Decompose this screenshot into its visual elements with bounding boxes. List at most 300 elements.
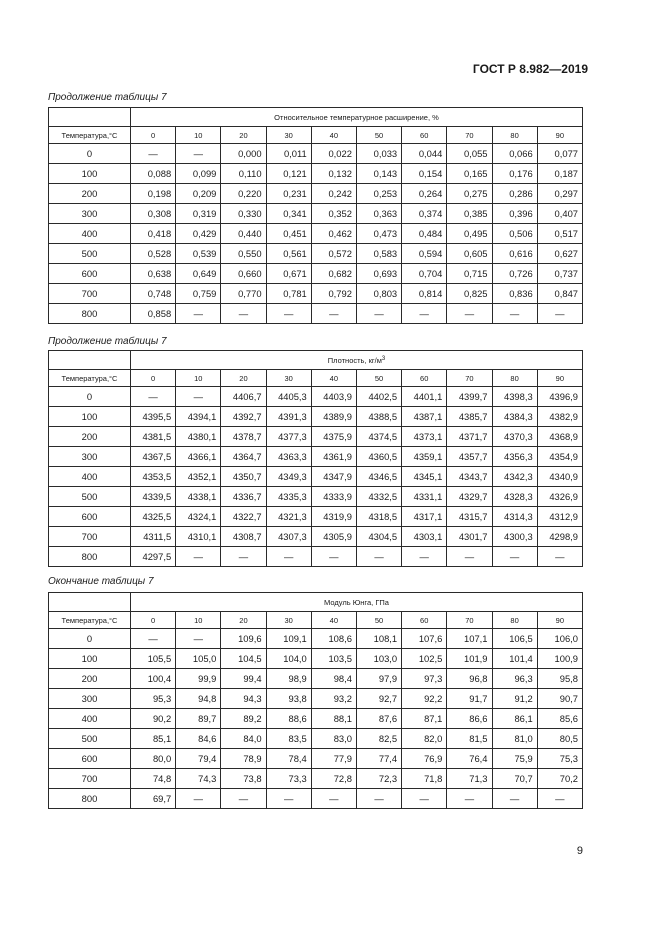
table-cell: 4311,5 [131, 527, 176, 547]
table-cell: 4308,7 [221, 527, 266, 547]
table-cell: 93,2 [311, 689, 356, 709]
column-header: 40 [311, 127, 356, 144]
table-cell: 0,066 [492, 144, 537, 164]
table-cell: 0,297 [537, 184, 582, 204]
table-cell: 86,1 [492, 709, 537, 729]
table-cell: 96,8 [447, 669, 492, 689]
table-cell: 4347,9 [311, 467, 356, 487]
data-table [48, 107, 583, 324]
table-cell: 99,9 [176, 669, 221, 689]
table-cell: 0,011 [266, 144, 311, 164]
table-cell: 0,616 [492, 244, 537, 264]
row-temperature: 0 [49, 144, 131, 164]
table-cell: 0,506 [492, 224, 537, 244]
row-temperature: 100 [49, 407, 131, 427]
table-cell: 0,759 [176, 284, 221, 304]
table-cell: 104,5 [221, 649, 266, 669]
table-row [49, 204, 583, 224]
table-cell: 4384,3 [492, 407, 537, 427]
table-row [49, 144, 583, 164]
table-cell: 98,9 [266, 669, 311, 689]
table-cell: — [492, 789, 537, 809]
table-cell: 0,077 [537, 144, 582, 164]
table-cell: 0,693 [356, 264, 401, 284]
table-row [49, 467, 583, 487]
table-cell: 108,1 [356, 629, 401, 649]
row-temperature: 400 [49, 224, 131, 244]
table-cell: 0,528 [131, 244, 176, 264]
table-cell: 0,253 [356, 184, 401, 204]
table-cell: 0,550 [221, 244, 266, 264]
table-cell: 71,8 [402, 769, 447, 789]
table-cell: — [447, 547, 492, 567]
table-cell: 4388,5 [356, 407, 401, 427]
row-temperature: 700 [49, 527, 131, 547]
table-cell: — [266, 304, 311, 324]
table-cell: 0,682 [311, 264, 356, 284]
table-cell: 4353,5 [131, 467, 176, 487]
row-temperature: 100 [49, 649, 131, 669]
row-temperature: 400 [49, 709, 131, 729]
table-row [49, 407, 583, 427]
table-cell: — [176, 789, 221, 809]
table-cell: 0,385 [447, 204, 492, 224]
table-cell: 4338,1 [176, 487, 221, 507]
column-header: 90 [537, 612, 582, 629]
table-cell: 0,638 [131, 264, 176, 284]
column-header: 80 [492, 612, 537, 629]
table-cell: 92,7 [356, 689, 401, 709]
table-cell: 0,286 [492, 184, 537, 204]
table-cell: 85,6 [537, 709, 582, 729]
table-cell: 88,1 [311, 709, 356, 729]
table-cell: 0,803 [356, 284, 401, 304]
table-cell: 4324,1 [176, 507, 221, 527]
table-cell: 101,4 [492, 649, 537, 669]
table-row [49, 507, 583, 527]
table-cell: — [311, 789, 356, 809]
data-table [48, 350, 583, 567]
table-cell: 4406,7 [221, 387, 266, 407]
table-cell: 79,4 [176, 749, 221, 769]
table-cell: 4395,5 [131, 407, 176, 427]
table-cell: 88,6 [266, 709, 311, 729]
table-cell: 94,3 [221, 689, 266, 709]
table-cell: 0,319 [176, 204, 221, 224]
table-cell: 97,3 [402, 669, 447, 689]
table-cell: 0,000 [221, 144, 266, 164]
table-cell: 4317,1 [402, 507, 447, 527]
table-cell: — [221, 789, 266, 809]
table-cell: 0,561 [266, 244, 311, 264]
table-cell: 0,165 [447, 164, 492, 184]
table-cell: 4399,7 [447, 387, 492, 407]
row-temperature: 100 [49, 164, 131, 184]
table-cell: 4371,7 [447, 427, 492, 447]
row-temperature: 500 [49, 487, 131, 507]
table-cell: 109,1 [266, 629, 311, 649]
table-cell: 0,044 [402, 144, 447, 164]
table-cell: 0,858 [131, 304, 176, 324]
table-cell: 4319,9 [311, 507, 356, 527]
table-cell: 4367,5 [131, 447, 176, 467]
column-header: 10 [176, 612, 221, 629]
table-cell: 90,7 [537, 689, 582, 709]
table-caption: Продолжение таблицы 7 [48, 336, 167, 347]
table-cell: 4357,7 [447, 447, 492, 467]
table-row [49, 649, 583, 669]
header-row [49, 612, 583, 629]
table-cell: — [176, 629, 221, 649]
table-cell: 92,2 [402, 689, 447, 709]
table-cell: 84,6 [176, 729, 221, 749]
table-cell: 4391,3 [266, 407, 311, 427]
table-cell: 109,6 [221, 629, 266, 649]
table-cell: 4331,1 [402, 487, 447, 507]
table-cell: 4398,3 [492, 387, 537, 407]
table-row [49, 547, 583, 567]
table-cell: 4375,9 [311, 427, 356, 447]
table-row [49, 427, 583, 447]
table-cell: 4396,9 [537, 387, 582, 407]
table-cell: 72,8 [311, 769, 356, 789]
table-row [49, 527, 583, 547]
table-cell: 69,7 [131, 789, 176, 809]
table-cell: — [221, 304, 266, 324]
row-temperature: 0 [49, 629, 131, 649]
table-cell: 4370,3 [492, 427, 537, 447]
data-table [48, 592, 583, 809]
table-cell: 90,2 [131, 709, 176, 729]
table-cell: 4405,3 [266, 387, 311, 407]
header-row [49, 127, 583, 144]
table-cell: 4385,7 [447, 407, 492, 427]
table-cell: 0,231 [266, 184, 311, 204]
table-cell: — [447, 304, 492, 324]
column-header: 0 [131, 370, 176, 387]
table-cell: — [447, 789, 492, 809]
table-row [49, 669, 583, 689]
table-cell: 89,7 [176, 709, 221, 729]
table-cell: 4326,9 [537, 487, 582, 507]
table-cell: 4346,5 [356, 467, 401, 487]
table-cell: 0,484 [402, 224, 447, 244]
temperature-header: Температура,°С [49, 612, 131, 629]
table-cell: 0,781 [266, 284, 311, 304]
table-cell: 91,2 [492, 689, 537, 709]
table-caption: Продолжение таблицы 7 [48, 92, 167, 103]
table-cell: 4300,3 [492, 527, 537, 547]
table-row [49, 224, 583, 244]
row-temperature: 700 [49, 769, 131, 789]
table-row [49, 769, 583, 789]
row-temperature: 300 [49, 689, 131, 709]
table-cell: 96,3 [492, 669, 537, 689]
unit-superscript: 3 [381, 355, 386, 362]
table-row [49, 184, 583, 204]
column-header: 80 [492, 127, 537, 144]
table-cell: 4382,9 [537, 407, 582, 427]
table-cell: 76,9 [402, 749, 447, 769]
table-cell: 108,6 [311, 629, 356, 649]
table-cell: 4378,7 [221, 427, 266, 447]
table-cell: — [176, 547, 221, 567]
table-cell: 4335,3 [266, 487, 311, 507]
table-cell: — [266, 789, 311, 809]
table-cell: 0,198 [131, 184, 176, 204]
column-header: 40 [311, 370, 356, 387]
table-cell: — [131, 629, 176, 649]
table-cell: 0,704 [402, 264, 447, 284]
table-cell: 4301,7 [447, 527, 492, 547]
table-cell: 100,9 [537, 649, 582, 669]
table-row [49, 629, 583, 649]
table-cell: 4354,9 [537, 447, 582, 467]
table-cell: 0,308 [131, 204, 176, 224]
column-header: 60 [402, 127, 447, 144]
table-cell: 4387,1 [402, 407, 447, 427]
table-cell: 99,4 [221, 669, 266, 689]
table-cell: 0,242 [311, 184, 356, 204]
table-cell: 4312,9 [537, 507, 582, 527]
table-title: Модуль Юнга, ГПа [131, 593, 583, 612]
table-cell: 89,2 [221, 709, 266, 729]
table-cell: 4366,1 [176, 447, 221, 467]
column-header: 10 [176, 127, 221, 144]
table-cell: 76,4 [447, 749, 492, 769]
table-cell: 0,495 [447, 224, 492, 244]
table-cell: 0,407 [537, 204, 582, 224]
table-cell: 4315,7 [447, 507, 492, 527]
table-cell: — [537, 789, 582, 809]
table-cell: 0,220 [221, 184, 266, 204]
table-cell: 102,5 [402, 649, 447, 669]
table-cell: 0,341 [266, 204, 311, 224]
table-cell: 4332,5 [356, 487, 401, 507]
table-cell: 0,275 [447, 184, 492, 204]
table-cell: 4303,1 [402, 527, 447, 547]
table-cell: 73,8 [221, 769, 266, 789]
table-cell: 0,352 [311, 204, 356, 224]
table-row [49, 487, 583, 507]
row-temperature: 300 [49, 204, 131, 224]
table-cell: 74,3 [176, 769, 221, 789]
table-cell: 4318,5 [356, 507, 401, 527]
row-temperature: 800 [49, 789, 131, 809]
table-cell: 4298,9 [537, 527, 582, 547]
row-temperature: 200 [49, 184, 131, 204]
table-cell: 4333,9 [311, 487, 356, 507]
table-cell: 106,5 [492, 629, 537, 649]
table-cell: 106,0 [537, 629, 582, 649]
table-cell: 0,671 [266, 264, 311, 284]
table-row [49, 284, 583, 304]
table-title: Относительное температурное расширение, % [131, 108, 583, 127]
table-cell: 4392,7 [221, 407, 266, 427]
table-cell: 4364,7 [221, 447, 266, 467]
table-cell: 0,033 [356, 144, 401, 164]
table-cell: — [176, 304, 221, 324]
table-cell: 0,110 [221, 164, 266, 184]
table-cell: — [537, 547, 582, 567]
table-cell: 0,572 [311, 244, 356, 264]
table-cell: 0,594 [402, 244, 447, 264]
table-cell: — [266, 547, 311, 567]
row-temperature: 0 [49, 387, 131, 407]
row-temperature: 800 [49, 547, 131, 567]
table-cell: — [131, 387, 176, 407]
table-caption: Окончание таблицы 7 [48, 576, 154, 587]
row-temperature: 700 [49, 284, 131, 304]
column-header: 0 [131, 127, 176, 144]
table-cell: 4297,5 [131, 547, 176, 567]
table-cell: 0,363 [356, 204, 401, 224]
table-cell: 4342,3 [492, 467, 537, 487]
table-cell: 4325,5 [131, 507, 176, 527]
table-cell: 74,8 [131, 769, 176, 789]
table-cell: 4368,9 [537, 427, 582, 447]
column-header: 40 [311, 612, 356, 629]
table-cell: 4340,9 [537, 467, 582, 487]
table-cell: 4377,3 [266, 427, 311, 447]
table-cell: 4363,3 [266, 447, 311, 467]
column-header: 50 [356, 370, 401, 387]
row-temperature: 600 [49, 507, 131, 527]
table-cell: 0,187 [537, 164, 582, 184]
table-cell: — [402, 789, 447, 809]
column-header: 30 [266, 612, 311, 629]
table-cell: 0,726 [492, 264, 537, 284]
table-cell: 4339,5 [131, 487, 176, 507]
table-cell: 0,836 [492, 284, 537, 304]
row-temperature: 600 [49, 749, 131, 769]
table-cell: 4360,5 [356, 447, 401, 467]
page-number: 9 [576, 845, 583, 857]
table-cell: — [356, 789, 401, 809]
table-cell: 75,3 [537, 749, 582, 769]
table-cell: 70,7 [492, 769, 537, 789]
row-temperature: 500 [49, 244, 131, 264]
table-cell: 72,3 [356, 769, 401, 789]
table-cell: 4352,1 [176, 467, 221, 487]
row-temperature: 600 [49, 264, 131, 284]
table-cell: 85,1 [131, 729, 176, 749]
table-cell: 0,451 [266, 224, 311, 244]
table-cell: 4401,1 [402, 387, 447, 407]
table-cell: 4403,9 [311, 387, 356, 407]
table-cell: 97,9 [356, 669, 401, 689]
table-cell: 0,583 [356, 244, 401, 264]
table-cell: 4328,3 [492, 487, 537, 507]
table-cell: 82,0 [402, 729, 447, 749]
table-title-text: Плотность, кг/м [327, 355, 382, 365]
table-cell: 0,715 [447, 264, 492, 284]
table-cell: — [402, 304, 447, 324]
table-cell: 103,0 [356, 649, 401, 669]
column-header: 30 [266, 370, 311, 387]
column-header: 90 [537, 127, 582, 144]
table-cell: 4310,1 [176, 527, 221, 547]
column-header: 20 [221, 127, 266, 144]
table-cell: 0,176 [492, 164, 537, 184]
table-cell: — [537, 304, 582, 324]
table-cell: 107,6 [402, 629, 447, 649]
table-row [49, 749, 583, 769]
table-cell: 4374,5 [356, 427, 401, 447]
column-header: 70 [447, 612, 492, 629]
table-cell: 0,462 [311, 224, 356, 244]
table-cell: 107,1 [447, 629, 492, 649]
table-cell: 0,154 [402, 164, 447, 184]
column-header: 50 [356, 127, 401, 144]
table-cell: 0,209 [176, 184, 221, 204]
table-cell: 4356,3 [492, 447, 537, 467]
table-row [49, 447, 583, 467]
table-cell: 4329,7 [447, 487, 492, 507]
table-cell: 0,418 [131, 224, 176, 244]
table-cell: 77,4 [356, 749, 401, 769]
row-temperature: 800 [49, 304, 131, 324]
temperature-header: Температура,°С [49, 127, 131, 144]
table-cell: 0,627 [537, 244, 582, 264]
column-header: 30 [266, 127, 311, 144]
table-cell: 75,9 [492, 749, 537, 769]
column-header: 60 [402, 370, 447, 387]
table-cell: 4304,5 [356, 527, 401, 547]
table-cell: 0,121 [266, 164, 311, 184]
table-cell: — [492, 304, 537, 324]
table-row [49, 164, 583, 184]
table-cell: 4350,7 [221, 467, 266, 487]
table-row [49, 789, 583, 809]
table-cell: 87,1 [402, 709, 447, 729]
table-cell: 81,5 [447, 729, 492, 749]
table-cell: 80,0 [131, 749, 176, 769]
table-cell: 0,649 [176, 264, 221, 284]
table-cell: 0,605 [447, 244, 492, 264]
column-header: 70 [447, 127, 492, 144]
table-cell: 0,770 [221, 284, 266, 304]
table-cell: 0,264 [402, 184, 447, 204]
table-row [49, 387, 583, 407]
table-cell: 4343,7 [447, 467, 492, 487]
table-row [49, 709, 583, 729]
table-cell: 0,374 [402, 204, 447, 224]
table-cell: 103,5 [311, 649, 356, 669]
table-cell: — [311, 304, 356, 324]
row-temperature: 400 [49, 467, 131, 487]
table-cell: 4322,7 [221, 507, 266, 527]
table-cell: 4305,9 [311, 527, 356, 547]
table-cell: 95,3 [131, 689, 176, 709]
table-cell: 4314,3 [492, 507, 537, 527]
table-cell: 0,132 [311, 164, 356, 184]
table-cell: 83,5 [266, 729, 311, 749]
table-row [49, 729, 583, 749]
table-cell: 81,0 [492, 729, 537, 749]
table-cell: 94,8 [176, 689, 221, 709]
table-cell: 0,737 [537, 264, 582, 284]
table-cell: 4380,1 [176, 427, 221, 447]
table-cell: — [402, 547, 447, 567]
table-cell: 0,330 [221, 204, 266, 224]
table-cell: 0,814 [402, 284, 447, 304]
table-cell: 84,0 [221, 729, 266, 749]
column-header: 90 [537, 370, 582, 387]
table-cell: 4389,9 [311, 407, 356, 427]
table-row [49, 304, 583, 324]
table-cell: — [131, 144, 176, 164]
